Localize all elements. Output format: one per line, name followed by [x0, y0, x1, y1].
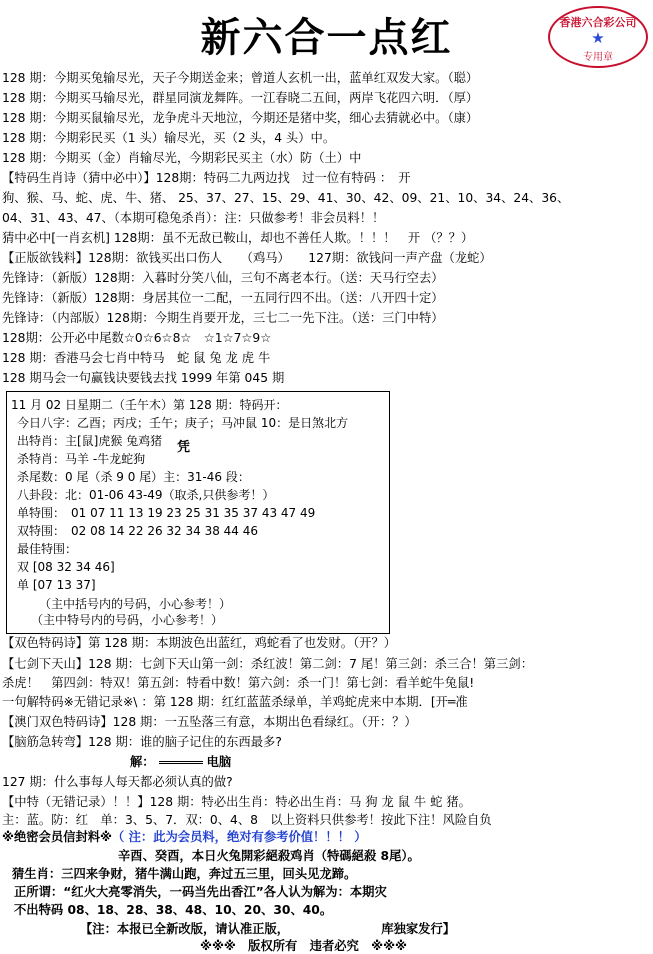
box-note: （主中特号内的号码，小心参考！） — [31, 613, 224, 627]
box-line: 今日八字：乙酉；丙戌；壬午；庚子；马冲鼠 10：是日煞北方 — [17, 416, 349, 430]
text-line: 【脑筋急转弯】128 期：谁的脑子记住的东西最多? — [2, 735, 282, 749]
box-line: 杀尾数：0 尾（杀 9 0 尾）主：31-46 段： — [17, 470, 250, 484]
box-line: 八卦段：北：01-06 43-49（取杀,只供参考！） — [17, 488, 275, 502]
double-rule — [159, 761, 203, 764]
bold-line: 猜生肖：三四来争财，猪牛满山跑，奔过五三里，回头见龙蹄。 — [12, 867, 357, 881]
box-line: 双特围： 02 08 14 22 26 32 34 38 44 46 — [17, 524, 259, 538]
box-line: 出特肖：主[鼠]虎猴 兔鸡猪 — [17, 434, 163, 448]
text-line: 【澳门双色特码诗】128 期：一五坠落三有意，本期出色看绿红。（开：？） — [2, 715, 417, 729]
text-line: 先锋诗：（内部版）128期：今期生肖要开龙，三七二一先下注。（送：三门中特） — [2, 311, 444, 325]
box-line: 单 [07 13 37] — [17, 578, 96, 592]
text-line: 先锋诗：（新版）128期：入暮时分笑八仙，三句不离老本行。（送：天马行空去） — [2, 271, 444, 285]
copyright-line: ※※※ 版权所有 违者必究 ※※※ — [200, 939, 407, 953]
text-line: 狗、猴、马、蛇、虎、牛、猪、 25、37、27、15、29、41、30、42、09、21、10、34、24、36、 — [2, 191, 570, 205]
text-line: 128 期：今期彩民买（1 头）输尽光，买（2 头，4 头）中。 — [2, 131, 336, 145]
member-line — [2, 829, 367, 845]
page-title: 新六合一点红 — [200, 14, 453, 61]
text-line: 128期：公开必中尾数☆0☆6☆8☆ ☆1☆7☆9☆ — [2, 331, 272, 345]
box-header: 11 月 02 日星期二（壬午木）第 128 期：特码开： — [11, 398, 288, 412]
box-line: 最佳特围： — [17, 542, 78, 556]
text-line: 04、31、43、47、（本期可稳兔杀肖）：注：只做参考！非会员料！！ — [2, 211, 385, 225]
seal-mark-text: 专用章 — [583, 52, 613, 63]
text-line: 【正版欲钱料】128期：欲钱买出口伤人 （鸡马） 127期：欲钱问一声产盘（龙蛇） — [2, 251, 492, 265]
bold-line: 辛酉、癸酉，本日火兔開彩絕殺鸡肖（特碼絕殺 8尾）。 — [118, 849, 420, 863]
member-note: （ 注：此为会员料，绝对有参考价值！！！ ） — [112, 830, 367, 844]
text-line: 128 期：香港马会七肖中特马 蛇 鼠 兔 龙 虎 牛 — [2, 351, 271, 365]
text-line: 主：蓝。防：红 单：3、5、7．双：0、4、8 以上资料只供参考！按此下注！风险自负 — [2, 813, 492, 827]
text-line: 127 期：什么事每人每天都必须认真的做? — [2, 775, 233, 789]
box-line: 杀特肖：马羊 -牛龙蛇狗 — [17, 452, 146, 466]
forecast-box — [6, 391, 390, 634]
riddle-answer — [130, 754, 231, 770]
seal-ring-text: 香港六合彩公司 — [559, 16, 637, 29]
riddle-label: 解： — [130, 755, 155, 769]
box-line: 双 [08 32 34 46] — [17, 560, 115, 574]
bold-line: 不出特码 08、18、28、38、48、10、20、30、40。 — [14, 903, 333, 917]
text-line: 【双色特码诗】第 128 期：本期波色出蓝红，鸡蛇看了也发财。（开？） — [2, 636, 397, 650]
bold-line: 正所谓：“红火大亮零消失，一码当先出香江”各人认为解为：本期灾 — [14, 885, 387, 899]
box-stray-char: 凭 — [177, 440, 191, 455]
text-line: 杀虎！ 第四剑：特双！第五剑：特看中数！第六剑：杀一门！第七剑：看羊蛇牛兔鼠! — [2, 676, 475, 690]
text-line: 先锋诗：（新版）128期：身居其位一二配，一五同行四不出。（送：八开四十定） — [2, 291, 444, 305]
member-prefix: ※绝密会员信封料※ — [2, 830, 112, 844]
text-line: 猜中必中[一肖玄机] 128期：虽不无敌已鞍山，却也不善任人欺。！！！ 开 （？？） — [2, 231, 474, 245]
text-line: 一句解特码※无错记录※\ ：第 128 期：红红蓝蓝杀绿单，羊鸡蛇虎来中本期．[开═准 — [2, 695, 468, 709]
text-line: 128 期马会一句赢钱诀要钱去找 1999 年第 045 期 — [2, 371, 285, 385]
bold-line: 【注：本报已全新改版，请认准正版， 库独家发行】 — [80, 922, 456, 936]
text-line: 128 期：今期买兔输尽光，天子今期送金来；曾道人玄机一出，蓝单红双发大家。（聪） — [2, 71, 479, 85]
seal-star-icon: ★ — [591, 29, 605, 47]
text-line: 128 期：今期买（金）肖输尽光，今期彩民买主（水）防（土）中 — [2, 151, 362, 165]
text-line: 128 期：今期买马输尽光，群星同演龙舞阵。一江春晓二五间，两岸飞花四六明．（厚） — [2, 91, 479, 105]
box-note: （主中括号内的号码，小心参考！） — [39, 597, 232, 611]
riddle-answer-text: 电脑 — [206, 755, 232, 769]
text-line: 【中特（无错记录）！！】128 期：特必出生肖：特必出生肖：马 狗 龙 鼠 牛 蛇 猪。 — [2, 795, 471, 809]
text-line: 【七剑下天山】128 期：七剑下天山第一剑：杀红波！第二剑：7 尾！第三剑：杀三合！第三剑： — [2, 657, 533, 671]
text-line: 128 期：今期买鼠输尽光，龙争虎斗天地泣，今期还是猪中奖，细心去猜就必中。（康） — [2, 111, 479, 125]
box-line: 单特围： 01 07 11 13 19 23 25 31 35 37 43 47 49 — [17, 506, 316, 520]
text-line: 【特码生肖诗（猜中必中）】128期：特码二九两边找 过一位有特码 ： 开 — [2, 171, 411, 185]
company-seal — [548, 6, 648, 68]
